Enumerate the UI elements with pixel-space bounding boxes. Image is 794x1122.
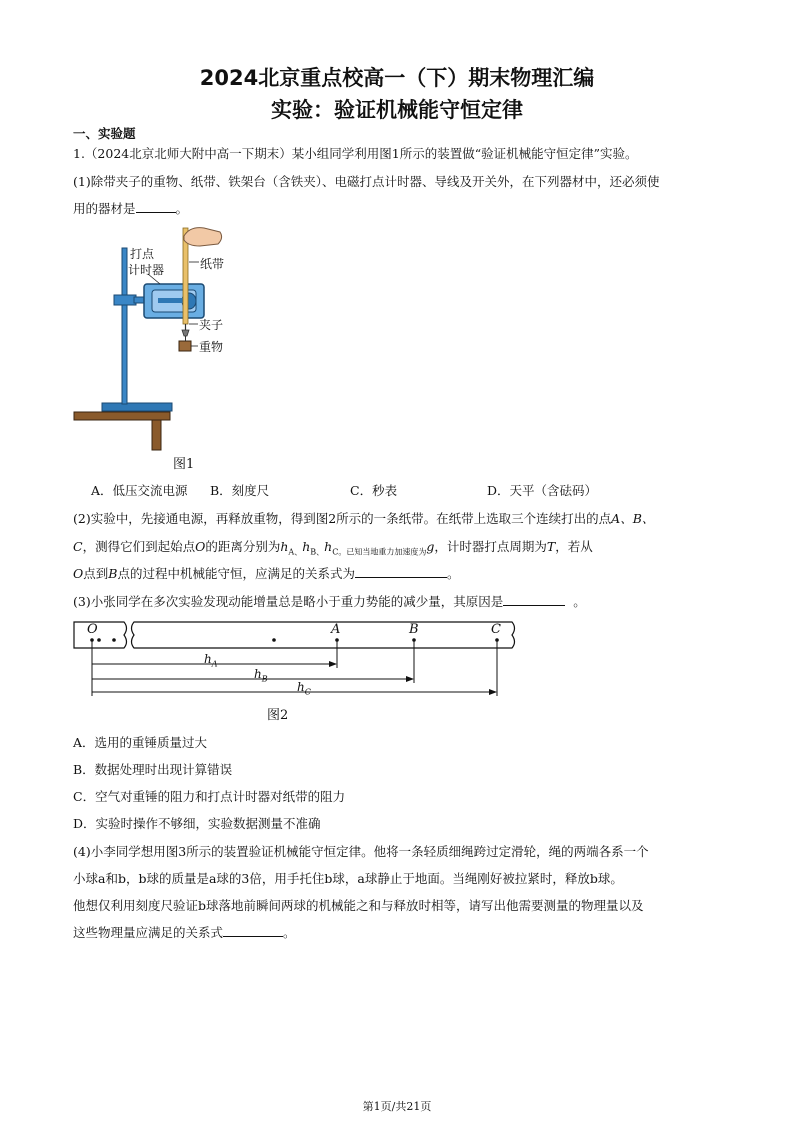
sub-A: A xyxy=(211,659,218,669)
option-1d[interactable]: D．天平（含砝码） xyxy=(487,483,598,498)
table-top xyxy=(74,412,170,420)
option-3c[interactable]: C．空气对重锤的阻力和打点计时器对纸带的阻力 xyxy=(73,789,346,804)
q1-part1-line2 xyxy=(73,199,188,217)
q1-part3-text: (3)小张同学在多次实验发现动能增量总是略小于重力势能的减少量，其原因是 xyxy=(73,594,504,609)
sub-C-text: C。已知当地重力加速度为 xyxy=(332,547,427,557)
answer-blank-2[interactable] xyxy=(355,565,447,578)
text: 。 xyxy=(446,566,460,581)
fig1-label-weight: 重物 xyxy=(199,340,224,354)
fig2-label-A: A xyxy=(331,622,341,637)
weight xyxy=(179,341,191,351)
fig1-label-tape: 纸带 xyxy=(200,257,225,271)
q1-part2-line2 xyxy=(73,537,593,558)
figure-2-caption: 图2 xyxy=(267,708,289,723)
text: ，若从 xyxy=(555,539,593,554)
answer-blank-3[interactable] xyxy=(503,593,565,606)
option-1a[interactable]: A．低压交流电源 xyxy=(91,483,188,498)
sub-B: B xyxy=(261,674,268,684)
fig2-label-C: C xyxy=(491,622,501,637)
var-h: h xyxy=(302,539,311,554)
var-h: h xyxy=(254,667,262,681)
stand-pole xyxy=(122,248,127,404)
option-3a[interactable]: A．选用的重锤质量过大 xyxy=(73,735,208,750)
q1-part4-line3: 他想仅利用刻度尺验证b球落地前瞬间两球的机械能之和与释放时相等，请写出他需要测量的物理量以及 xyxy=(73,898,644,913)
clip xyxy=(182,330,189,336)
var-h: h xyxy=(324,539,333,554)
fig2-label-hB xyxy=(254,667,268,683)
q1-part1-line1: (1)除带夹子的重物、纸带、铁架台（含铁夹）、电磁打点计时器、导线及开关外，在下列器材中，还必须使 xyxy=(73,174,660,189)
fig2-label-O: O xyxy=(87,622,98,637)
text: ，测得它们到起始点 xyxy=(82,539,196,554)
var-g: g xyxy=(426,539,435,554)
figure-1-caption: 图1 xyxy=(173,457,195,472)
page-subtitle: 实验：验证机械能守恒定律 xyxy=(271,98,523,122)
q1-part2-text-1: (2)实验中，先接通电源，再释放重物，得到图2所示的一条纸带。在纸带上选取三个连续打出的点 xyxy=(73,511,612,526)
page-title: 2024北京重点校高一（下）期末物理汇编 xyxy=(199,66,595,90)
stand-clamp xyxy=(114,295,136,305)
fig2-label-hA xyxy=(204,652,218,668)
var-T: T xyxy=(546,539,556,554)
fig1-label-clip: 夹子 xyxy=(199,318,224,332)
answer-blank-1[interactable] xyxy=(136,200,176,213)
text: 。 xyxy=(283,925,296,940)
stand-base xyxy=(102,403,172,411)
var-O: O xyxy=(195,539,206,554)
q1-part2-vars: A、B、 xyxy=(611,511,655,526)
q1-part4-line2: 小球a和b，b球的质量是a球的3倍，用手托住b球，a球静止于地面。当绳刚好被拉紧时，释放b球。 xyxy=(73,871,623,886)
sub-A: A、 xyxy=(288,547,303,557)
text: 点的过程中机械能守恒，应满足的关系式为 xyxy=(117,566,355,581)
fig1-label-timer-2: 计时器 xyxy=(128,263,165,277)
q1-part2-line1 xyxy=(73,509,654,527)
text: 点到 xyxy=(83,566,109,581)
section-heading: 一、实验题 xyxy=(73,126,136,141)
var-h: h xyxy=(204,652,212,666)
question-intro: 1.（2024北京北师大附中高一下期末）某小组同学利用图1所示的装置做“验证机械能守恒定律”实验。 xyxy=(73,146,638,161)
text: 的距离分别为 xyxy=(205,539,281,554)
fig1-label-timer-1: 打点 xyxy=(130,247,155,261)
option-3b[interactable]: B．数据处理时出现计算错误 xyxy=(73,762,233,777)
fig2-label-B: B xyxy=(409,622,419,637)
sub-B: B、 xyxy=(310,547,325,557)
var-C: C xyxy=(73,539,83,554)
q1-part1-text: 用的器材是 xyxy=(73,201,136,216)
q1-part4-text: 这些物理量应满足的关系式 xyxy=(73,925,224,940)
option-1c[interactable]: C．秒表 xyxy=(350,483,398,498)
tape-segment-left xyxy=(74,622,127,648)
answer-blank-4[interactable] xyxy=(223,924,283,937)
var-h: h xyxy=(280,539,289,554)
option-1b[interactable]: B．刻度尺 xyxy=(210,483,270,498)
q1-part4-line1: (4)小李同学想用图3所示的装置验证机械能守恒定律。他将一条轻质细绳跨过定滑轮，绳的两端各系一个 xyxy=(73,844,649,859)
text: ，计时器打点周期为 xyxy=(434,539,547,554)
q1-part4-line4 xyxy=(73,923,296,941)
hand xyxy=(184,228,222,246)
q1-part1-end: 。 xyxy=(175,201,189,216)
sub-C: C xyxy=(304,687,311,697)
text: 。 xyxy=(573,594,586,609)
var-h: h xyxy=(297,680,305,694)
table-leg xyxy=(152,420,161,450)
var-B: B xyxy=(108,566,118,581)
page-footer: 第1页/共21页 xyxy=(362,1100,432,1113)
var-O: O xyxy=(73,566,84,581)
q1-part3-line xyxy=(73,592,586,610)
option-3d[interactable]: D．实验时操作不够细，实验数据测量不准确 xyxy=(73,816,321,831)
fig2-label-hC xyxy=(297,680,311,696)
q1-part2-line3 xyxy=(73,564,459,582)
tape-segment-right xyxy=(132,622,515,648)
